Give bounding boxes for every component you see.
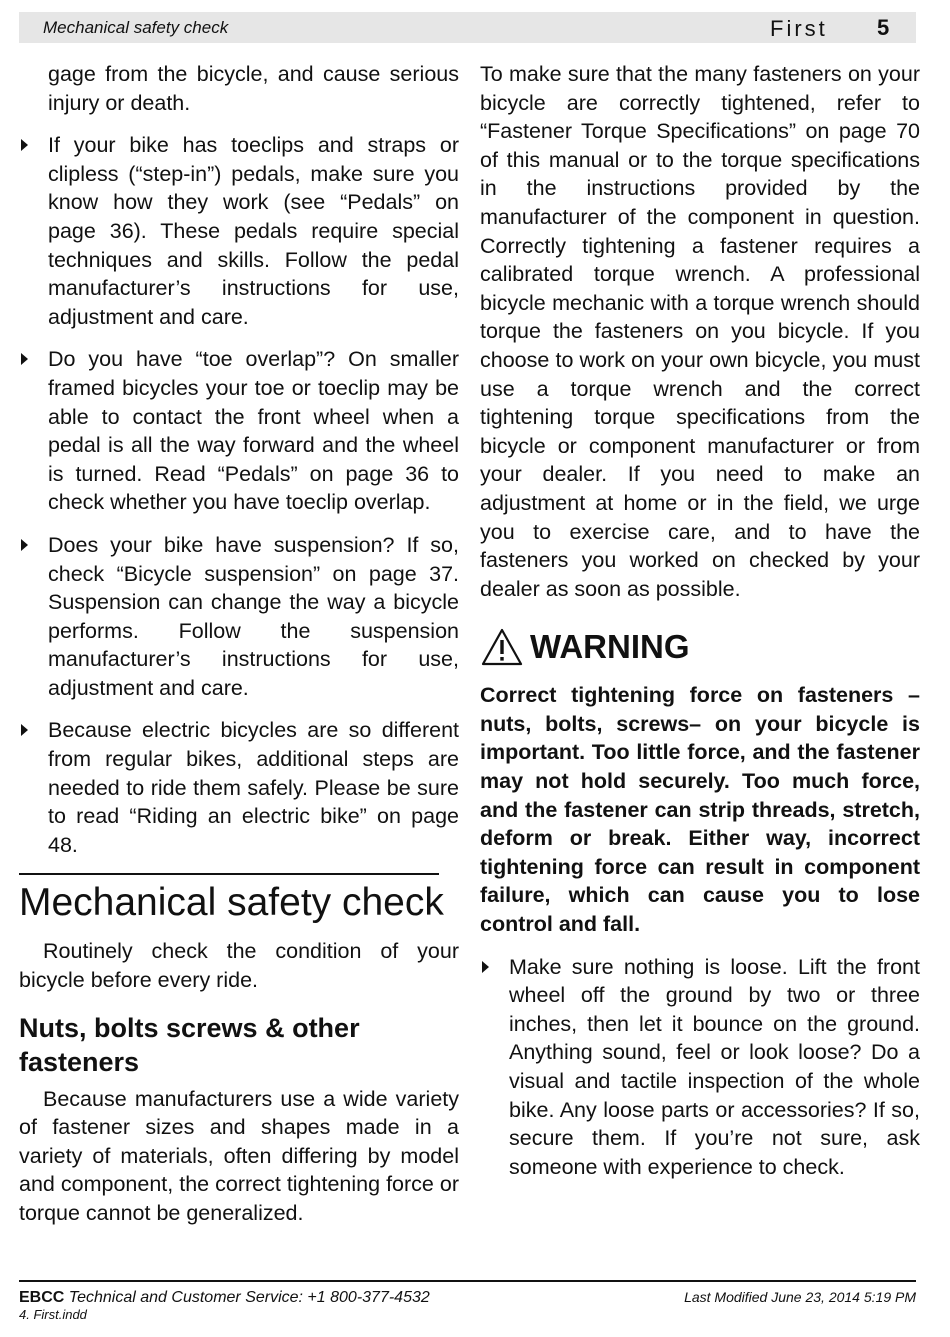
list-item [19,716,459,859]
bullet-text: Because electric bicycles are so different from regular bikes, additional steps are needed to ride them safely. Please be sure to read “Riding an electric bike” on page 48. [48,718,459,857]
bullet-text: Make sure nothing is loose. Lift the front wheel off the ground by two or three inches, then let it bounce on the ground. Anything sound, feel or look loose? Do a visual and tactile inspection of the whole bike. Any loose parts or accessories? If so, secure them. If you’re not sure, ask someone with experience to check. [509,954,920,1179]
list-item [19,131,459,331]
intro-continuation: gage from the bicycle, and cause serious injury or death. [48,62,459,115]
footer-modified: Last Modified June 23, 2014 5:19 PM [684,1289,916,1305]
bullet-text: If your bike has toeclips and straps or clipless (“step-in”) pedals, make sure you know how they work (see “Pedals” on page 36). These pedals require special techniques and skills. Follow the pedal manufacturer’s instructions for use, adjustment and care. [48,133,459,329]
warning-text: Correct tightening force on fasteners – nuts, bolts, screws– on your bicycle is important. Too little force, and the fastener may not hold securely. Too much force, and the fastener can strip threads, stretch, deform or break. Either way, incorrect tightening force can result in component failure, which can cause you to lose control and fall. [480,683,920,937]
triangle-bullet-icon [21,539,28,551]
page-header [19,12,916,43]
triangle-bullet-icon [482,961,489,973]
footer-service-line [19,1289,430,1307]
section-divider [19,873,439,875]
triangle-bullet-icon [21,724,28,736]
subsection-title: Nuts, bolts screws & other fasteners [19,1012,360,1077]
list-item [19,345,459,517]
list-item [19,531,459,703]
warning-label: WARNING [530,628,690,666]
warning-triangle-icon [480,627,524,667]
page-number: 5 [877,15,890,40]
bullet-text: Do you have “toe overlap”? On smaller framed bicycles your toe or toeclip may be able to contact the front wheel when a pedal is all the way forward and the wheel is turned. Read “Pedals” on page 36 to check whether you have toeclip overlap. [48,347,459,515]
triangle-bullet-icon [21,139,28,151]
left-column [19,60,459,1228]
right-column [480,60,920,1195]
list-item [480,953,920,1182]
section-title: Mechanical safety check [19,881,444,925]
header-chapter-label: First [770,16,828,41]
torque-body: To make sure that the many fasteners on your bicycle are correctly tightened, refer to “Fastener Torque Specifications” on page 70 of this manual or to the torque specifications in the instructions provided by the manufacturer of the component in question. Correctly tightening a fastener requires a calibrated torque wrench. A professional bicycle mechanic with a torque wrench should torque the fasteners on you bicycle. If you choose to work on your own bicycle, you must use a torque wrench and the correct tightening torque specifications from the bicycle or component manufacturer or from your dealer. If you need to make an adjustment at home or in the field, we urge you to exercise care, and to have the fasteners you worked on checked by your dealer as soon as possible. [480,62,920,601]
triangle-bullet-icon [21,353,28,365]
footer-brand: EBCC [19,1289,65,1306]
footer-service: Technical and Customer Service: +1 800-377-4532 [68,1289,430,1306]
warning-heading [480,627,920,667]
footer-file-name: 4. First.indd [19,1307,87,1322]
subsection-body: Because manufacturers use a wide variety of fastener sizes and shapes made in a variety of materials, often differing by model and component, the correct tightening force or torque cannot be generalized. [19,1086,459,1225]
section-intro: Routinely check the condition of your bicycle before every ride. [19,939,459,993]
bullet-text: Does your bike have suspension? If so, check “Bicycle suspension” on page 37. Suspension can change the way a bicycle performs. Follow the suspension manufacturer’s instructions for use, adjustment and care. [48,532,459,700]
footer-divider [19,1280,916,1282]
header-section-label: Mechanical safety check [43,18,229,37]
